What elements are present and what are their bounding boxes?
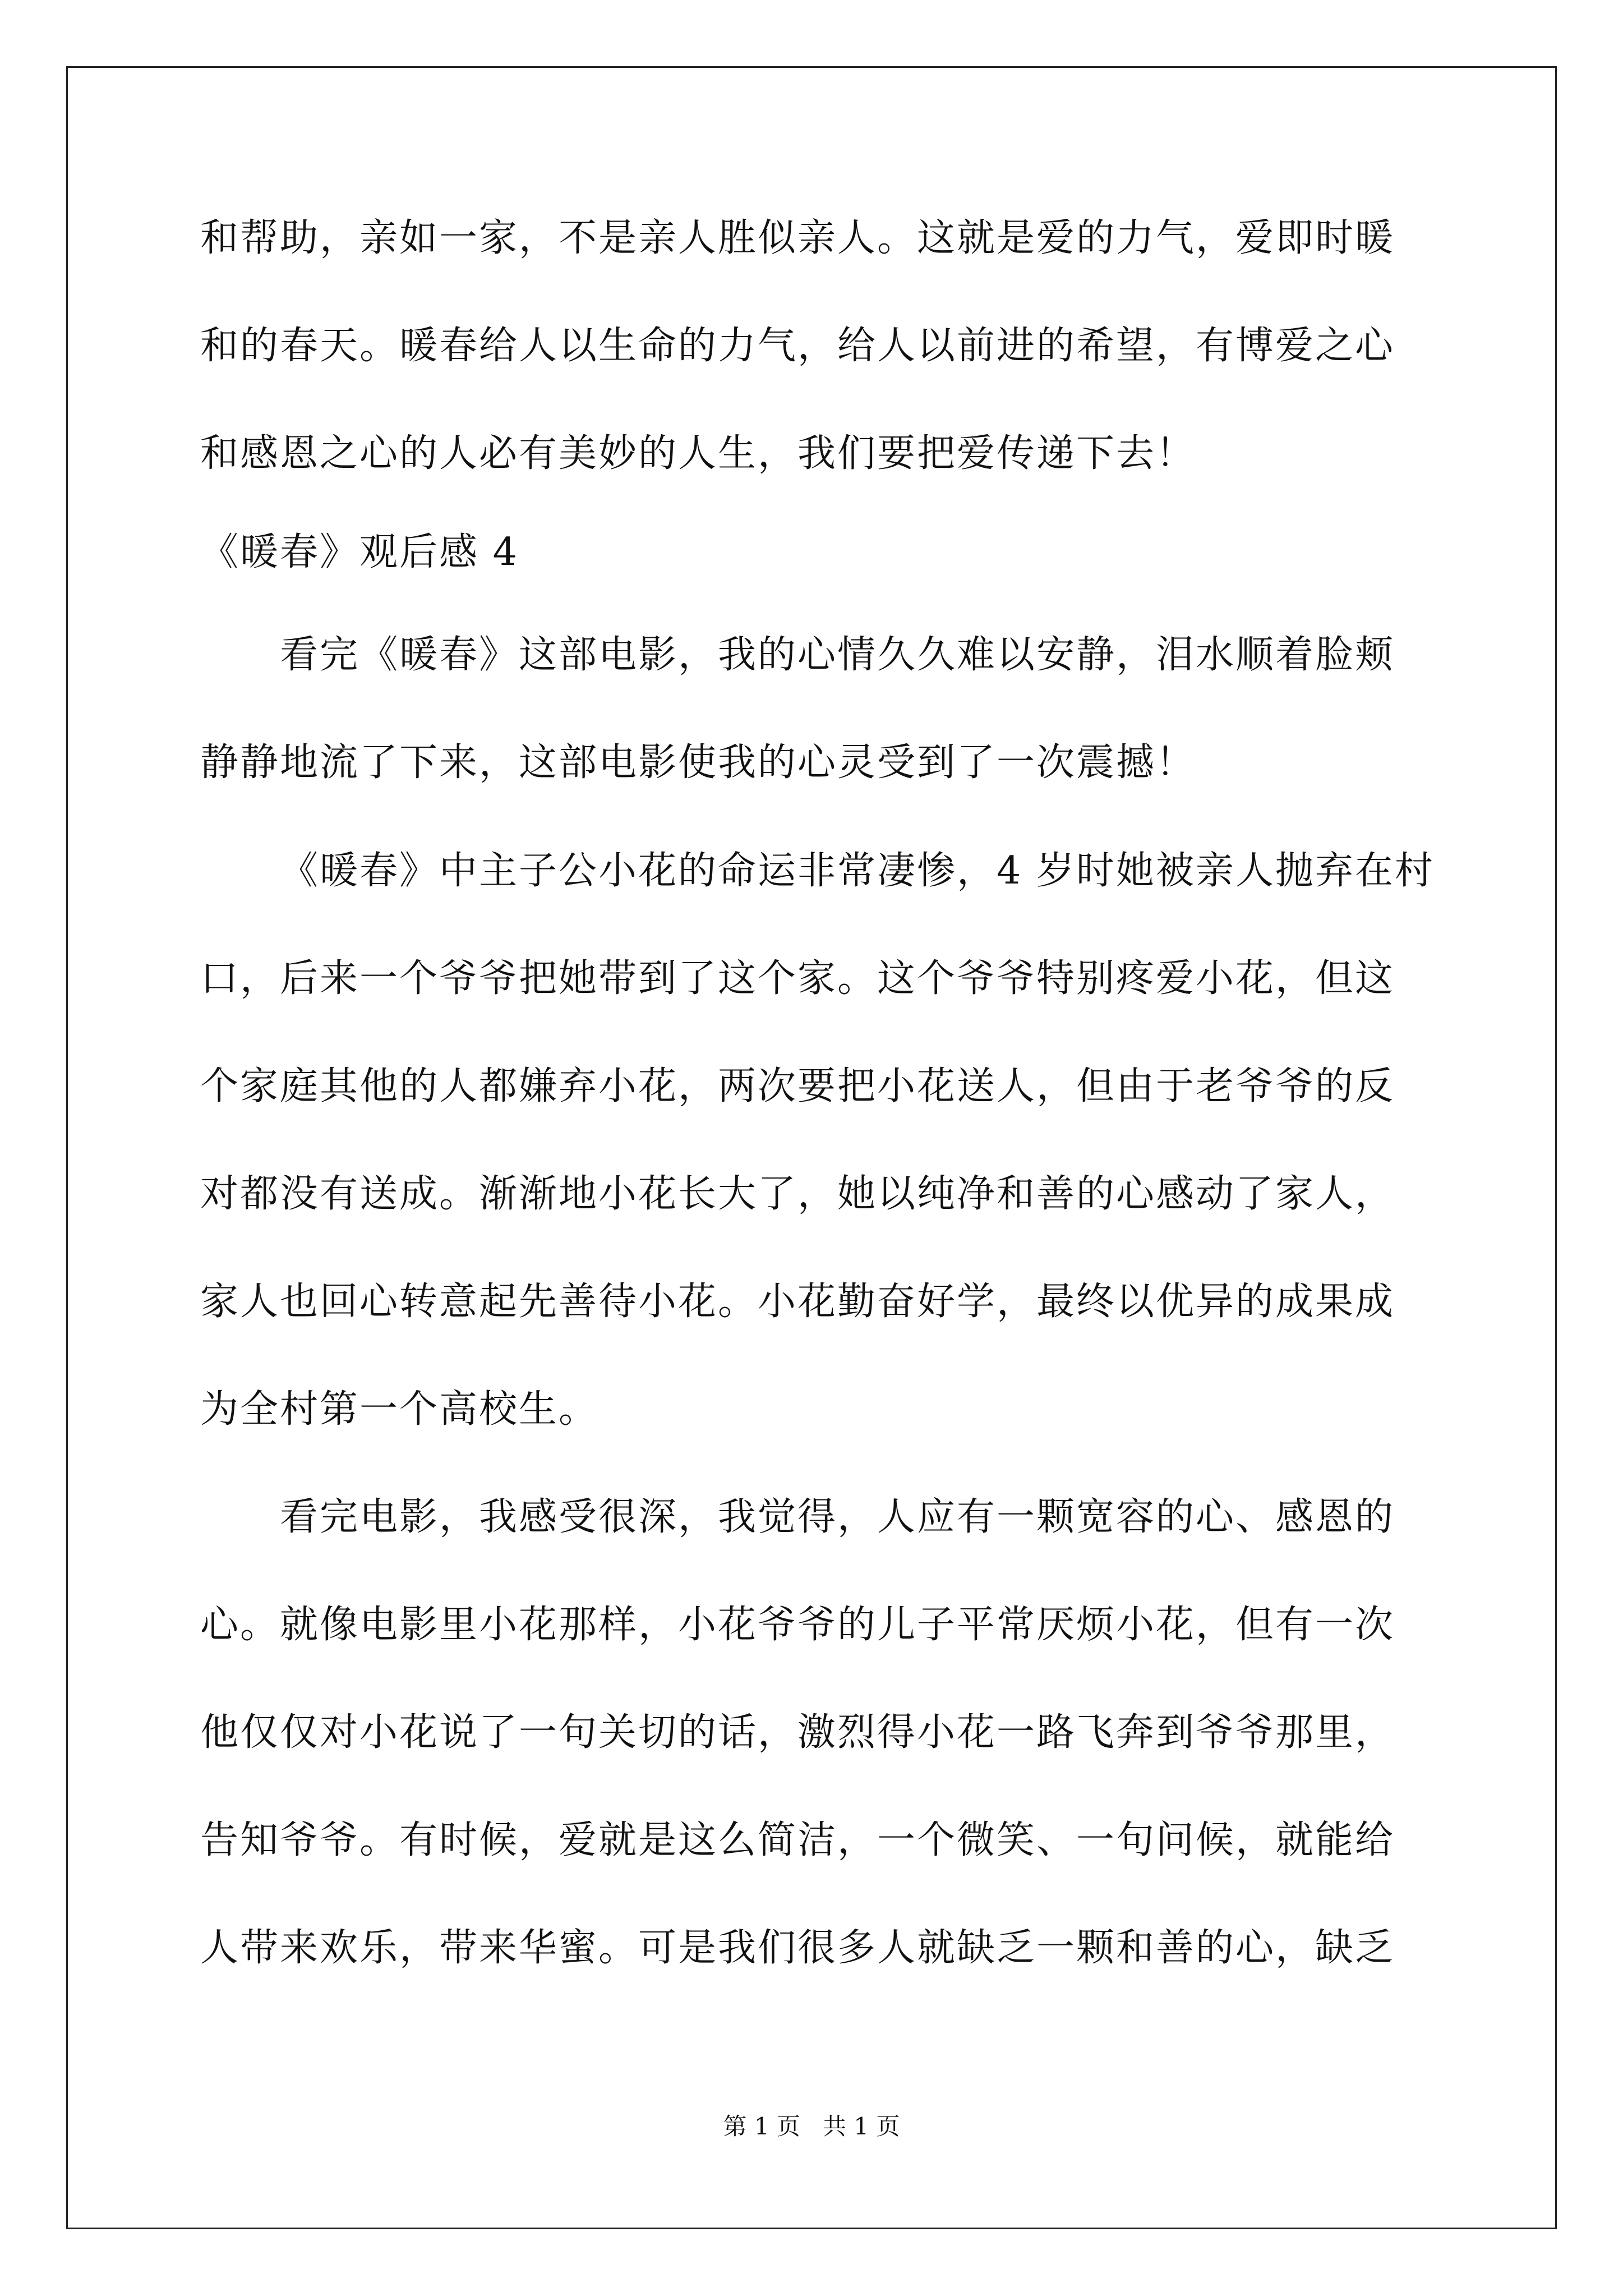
paragraph-line: 对都没有送成。渐渐地小花长大了，她以纯净和善的心感动了家人，: [200, 1172, 1395, 1216]
paragraph-line: 《暖春》中主子公小花的命运非常凄惨，4 岁时她被亲人抛弃在村: [280, 849, 1435, 893]
paragraph-line: 心。就像电影里小花那样，小花爷爷的儿子平常厌烦小花，但有一次: [200, 1603, 1395, 1647]
paragraph-line: 看完电影，我感受很深，我觉得，人应有一颗宽容的心、感恩的: [280, 1495, 1395, 1539]
paragraph-line: 告知爷爷。有时候，爱就是这么简洁，一个微笑、一句问候，就能给: [200, 1818, 1395, 1862]
paragraph-line: 口，后来一个爷爷把她带到了这个家。这个爷爷特别疼爱小花，但这: [200, 956, 1395, 1001]
paragraph-line: 静静地流了下来，这部电影使我的心灵受到了一次震撼！: [200, 740, 1196, 785]
paragraph-line: 他仅仅对小花说了一句关切的话，激烈得小花一路飞奔到爷爷那里，: [200, 1710, 1395, 1755]
paragraph-line: 人带来欢乐，带来华蜜。可是我们很多人就缺乏一颗和善的心，缺乏: [200, 1926, 1395, 1970]
page-footer: 第 1 页 共 1 页: [723, 2113, 900, 2140]
paragraph-line: 个家庭其他的人都嫌弃小花，两次要把小花送人，但由于老爷爷的反: [200, 1064, 1395, 1108]
paragraph-line: 和帮助，亲如一家，不是亲人胜似亲人。这就是爱的力气，爱即时暖: [200, 216, 1395, 260]
paragraph-line: 为全村第一个高校生。: [200, 1387, 599, 1432]
paragraph-line: 家人也回心转意起先善待小花。小花勤奋好学，最终以优异的成果成: [200, 1280, 1395, 1324]
page-border: [66, 66, 1557, 2229]
paragraph-line: 和感恩之心的人必有美妙的人生，我们要把爱传递下去！: [200, 431, 1196, 476]
paragraph-line: 看完《暖春》这部电影，我的心情久久难以安静，泪水顺着脸颊: [280, 633, 1395, 677]
section-heading: 《暖春》观后感 4: [200, 530, 519, 574]
paragraph-line: 和的春天。暖春给人以生命的力气，给人以前进的希望，有博爱之心: [200, 324, 1395, 368]
